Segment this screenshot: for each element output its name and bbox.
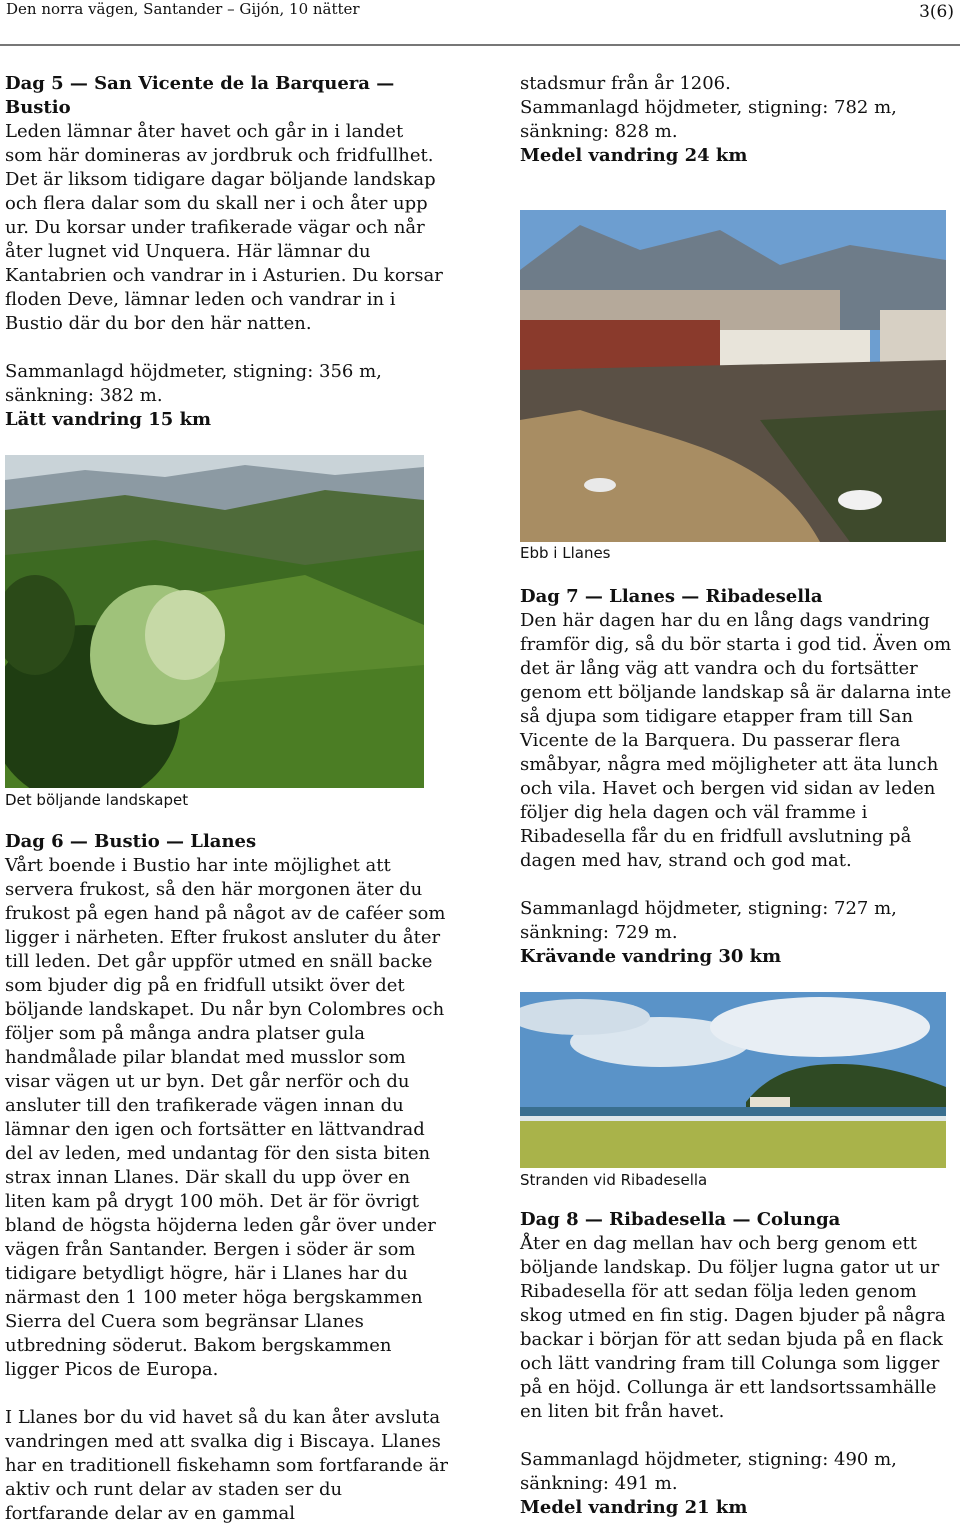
photo-beach-ribadesella [520,992,946,1168]
day7-stats: Sammanlagd höjdmeter, stigning: 727 m, sänkning: 729 m. [520,898,897,943]
photo-ebb-llanes [520,210,946,542]
page-number: 3(6) [919,2,954,22]
day6-continued [520,72,960,168]
day6-body-2: I Llanes bor du vid havet så du kan åter avsluta vandringen med att svalka dig i Biscaya. Llanes har en traditionell fiskehamn som fortfarande är aktiv och runt delar av staden ser du fortfarande delar av en gammal [5,1407,449,1524]
photo2-caption: Ebb i Llanes [520,544,611,562]
day8-section [520,1208,960,1520]
day8-level: Medel vandring 21 km [520,1497,748,1518]
day6-section [5,830,450,1526]
day7-heading: Dag 7 — Llanes — Ribadesella [520,586,823,607]
day6-body: Vårt boende i Bustio har inte möjlighet att servera frukost, så den här morgonen äter du frukost på egen hand på något av de caféer som ligger i närheten. Efter frukost ansluter du åter till leden. Det går uppför utmed en snäll backe som bjuder dig på en fridfull utsikt över det böljande landskapet. Du når byn Colombres och följer som på många andra platser gula handmålade pilar blandat med musslor som visar vägen ut ur byn. Det går nerför och du ansluter till den trafikerade vägen innan du lämnar den igen och fortsätter en lättvandrad del av leden, med undantag för den sista biten strax innan Llanes. Där skall du upp över en liten kam på drygt 100 möh. Det är för övrigt bland de högsta höjderna leden går över under vägen från Santander. Bergen i söder är som tidigare betydligt högre, här i Llanes har du närmast den 1 100 meter höga bergskammen Sierra del Cuera som begränsar Llanes utbredning söderut. Bakom bergskammen ligger Picos de Europa. [5,855,446,1380]
day6-level: Medel vandring 24 km [520,145,748,166]
photo3-caption: Stranden vid Ribadesella [520,1171,708,1189]
day8-heading: Dag 8 — Ribadesella — Colunga [520,1209,841,1230]
day8-stats: Sammanlagd höjdmeter, stigning: 490 m, sänkning: 491 m. [520,1449,897,1494]
day5-section [5,72,445,432]
day7-body: Den här dagen har du en lång dags vandring framför dig, så du bör starta i god tid. Även om det är lång väg att vandra och du fortsätter genom ett böljande landskap så är dalarna inte så djupa som tidigare etapper fram till San Vicente de la Barquera. Du passerar flera småbyar, några med möjligheter att äta lunch och vila. Havet och bergen vid sidan av leden följer dig hela dagen och väl framme i Ribadesella får du en fridfull avslutning på dagen med hav, strand och god mat. [520,610,952,871]
day6-cont-body: stadsmur från år 1206. [520,73,731,94]
day6-heading: Dag 6 — Bustio — Llanes [5,831,257,852]
document-title: Den norra vägen, Santander – Gijón, 10 nätter [6,0,360,18]
day7-level: Krävande vandring 30 km [520,946,782,967]
day7-section [520,585,960,969]
day5-heading: Dag 5 — San Vicente de la Barquera — Bustio [5,73,395,118]
photo1-caption: Det böljande landskapet [5,791,189,809]
day8-body: Åter en dag mellan hav och berg genom ett böljande landskap. Du följer lugna gator ut ur Ribadesella för att sedan följa leden genom skog utmed en fin stig. Dagen bjuder på några backar i början för att sedan bjuda på en flack och lätt vandring fram till Colunga som ligger på en höjd. Collunga är ett landsortssamhälle en liten bit från havet. [520,1233,946,1422]
header-rule [0,44,960,46]
day6-stats: Sammanlagd höjdmeter, stigning: 782 m, sänkning: 828 m. [520,97,897,142]
photo-rolling-landscape [5,455,424,788]
day5-body: Leden lämnar åter havet och går in i landet som här domineras av jordbruk och fridfullhet. Det är liksom tidigare dagar böljande landskap och flera dalar som du skall ner i och åter upp ur. Du korsar under trafikerade vägar och når åter lugnet vid Unquera. Här lämnar du Kantabrien och vandrar in i Asturien. Du korsar floden Deve, lämnar leden och vandrar in i Bustio där du bor den här natten. [5,121,443,334]
day5-stats: Sammanlagd höjdmeter, stigning: 356 m, sänkning: 382 m. [5,361,382,406]
day5-level: Lätt vandring 15 km [5,409,212,430]
